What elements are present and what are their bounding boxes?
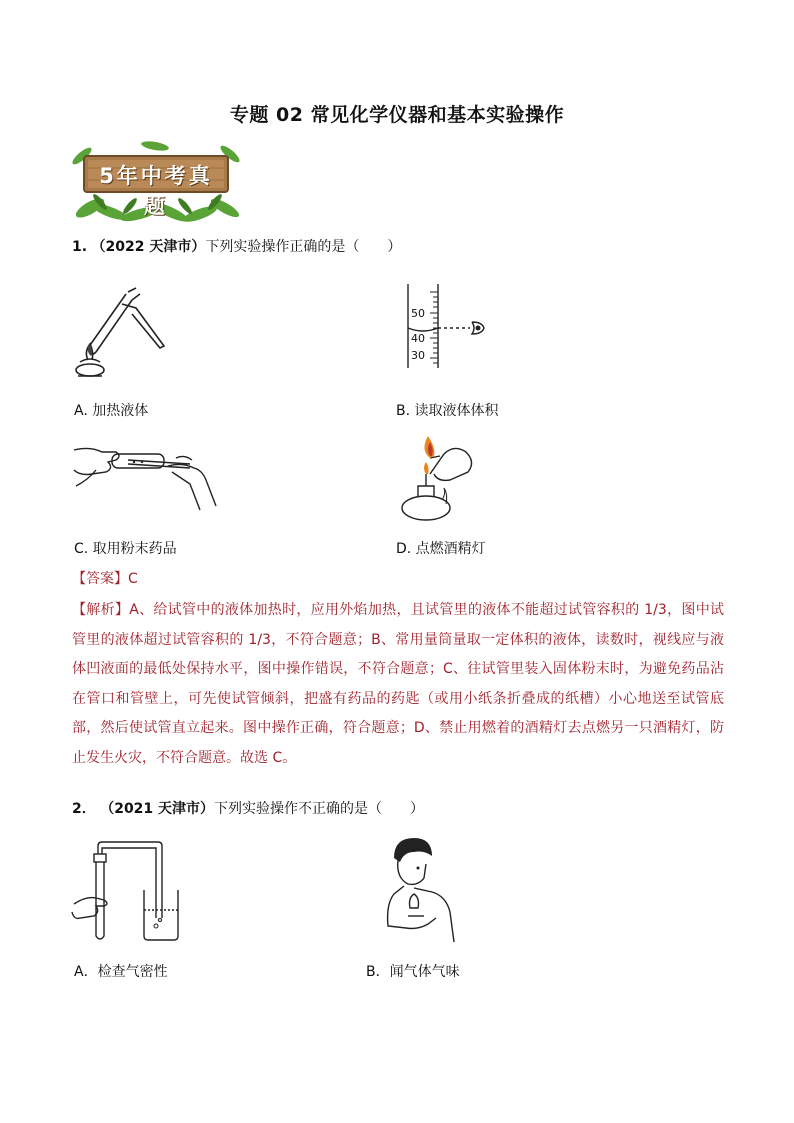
question-2-text: 下列实验操作不正确的是（ ） bbox=[214, 801, 425, 817]
analysis-text: A、给试管中的液体加热时，应用外焰加热，且试管里的液体不能超过试管容积的 1/3，图中试管里的液体超过试管容积的 1/3，不符合题意；B、常用量筒量取一定体积的液体，读数时，视线应与液体凹液面的最低处保持水平，图中操作错误，不符合题意；C、往试管里装入固体粉末时，为避免药品沾在管口和管壁上，可先使试管倾斜，把盛有药品的药匙（或用小纸条折叠成的纸槽）小心地送至试管底部，然后使试管直立起来。图中操作正确，符合题意；D、禁止用燃着的酒精灯去点燃另一只酒精灯，防止发生火灾，不符合题意。故选 C。 bbox=[72, 602, 725, 766]
question-1-source: （2022 天津市） bbox=[91, 239, 206, 255]
option-1a: A. 加热液体 bbox=[74, 403, 149, 419]
analysis-tag: 【解析】 bbox=[72, 602, 130, 618]
alcohol-lamps-image bbox=[390, 434, 480, 524]
figure-heating-liquid bbox=[70, 282, 170, 382]
student-smelling-image bbox=[384, 834, 460, 944]
figure-reading-cylinder bbox=[400, 284, 495, 372]
question-2-source: （2021 天津市） bbox=[100, 801, 215, 817]
page-title: 专题 02 常见化学仪器和基本实验操作 bbox=[229, 104, 565, 126]
figure-airtightness-check bbox=[70, 840, 180, 944]
question-2-number: 2． bbox=[72, 801, 96, 817]
question-1-stem bbox=[72, 236, 401, 256]
question-1-number: 1. bbox=[72, 239, 88, 255]
option-1b: B. 读取液体体积 bbox=[396, 403, 499, 419]
analysis-block bbox=[72, 596, 724, 773]
figure-lighting-alcohol-lamp bbox=[390, 434, 480, 524]
hands-test-tube-image bbox=[72, 440, 222, 516]
option-2b: B．闻气体气味 bbox=[366, 964, 460, 980]
test-tube-holder-image bbox=[70, 282, 170, 382]
question-2-stem bbox=[72, 798, 424, 818]
answer-line bbox=[72, 568, 138, 588]
exam-banner bbox=[70, 138, 242, 222]
answer-value: C bbox=[128, 571, 138, 587]
figure-powder-sample bbox=[72, 440, 222, 516]
figure-smelling-gas bbox=[384, 834, 460, 944]
answer-tag: 【答案】 bbox=[72, 571, 128, 587]
option-1d: D. 点燃酒精灯 bbox=[396, 541, 486, 557]
banner-text: 5年中考真题 bbox=[99, 164, 213, 218]
option-2a: A．检查气密性 bbox=[74, 964, 168, 980]
question-1-text: 下列实验操作正确的是（ ） bbox=[205, 239, 402, 255]
cylinder-mark-50: 50 bbox=[411, 307, 425, 320]
cylinder-mark-30: 30 bbox=[411, 349, 425, 362]
cylinder-mark-40: 40 bbox=[411, 332, 425, 345]
option-1c: C. 取用粉末药品 bbox=[74, 541, 177, 557]
test-tube-beaker-image bbox=[70, 840, 180, 944]
